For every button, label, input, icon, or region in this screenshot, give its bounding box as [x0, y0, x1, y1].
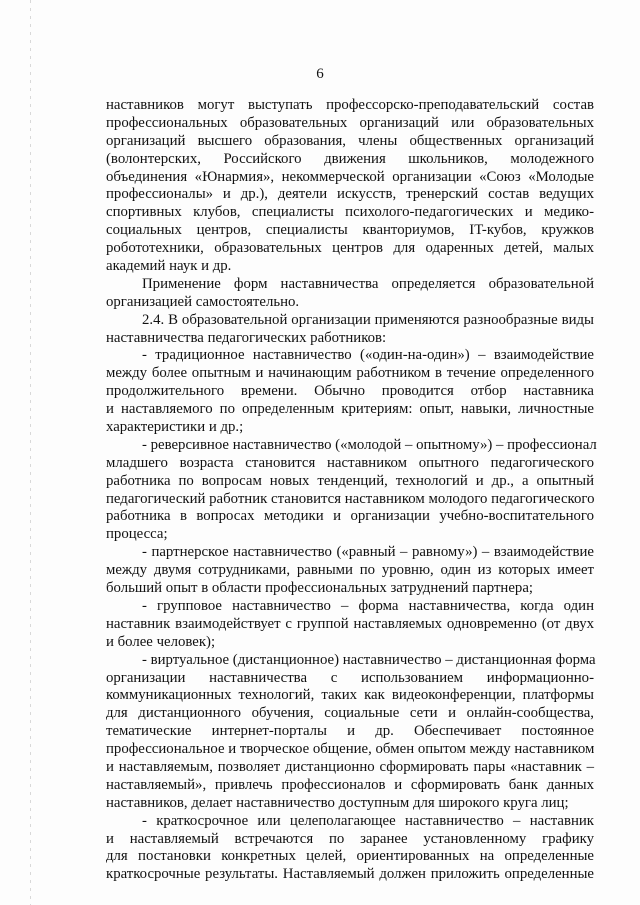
text-line: спортивных клубов, специалисты психолого-педагогических и медико- — [106, 204, 594, 221]
text-line: социальных центров, специалисты кванториумов, IT-кубов, кружков — [106, 222, 594, 239]
text-line: наставник взаимодействует с группой наставляемых одновременно (от двух — [106, 615, 594, 632]
text-line: наставляемый», привлечь профессионалов и сформировать банк данных — [106, 776, 594, 793]
text-line: Применение форм наставничества определяется образовательной — [142, 275, 594, 292]
text-line: - краткосрочное или целеполагающее наставничество – наставник — [142, 812, 594, 829]
text-line: краткосрочные результаты. Наставляемый должен приложить определенные — [106, 866, 594, 883]
text-line: между двумя сотрудниками, равными по уровню, один из которых имеет — [106, 562, 594, 579]
text-line: младшего возраста становится наставником опытного педагогического — [106, 454, 594, 471]
text-line: процесса; — [106, 526, 168, 543]
text-line: и наставляемого по определенным критериям: опыт, навыки, личностные — [106, 401, 594, 418]
body-text — [106, 97, 597, 884]
text-line: наставничества педагогических работников: — [106, 329, 387, 346]
text-line: больший опыт в области профессиональных затруднений партнера; — [106, 580, 533, 597]
text-line: профессионалы» и др.), деятели искусств, тренерский состав ведущих — [106, 186, 594, 203]
text-line: наставников, делает наставничество доступным для широкого круга лиц; — [106, 794, 569, 811]
text-line: работника по вопросам новых тенденций, технологий и др., а опытный — [106, 472, 594, 489]
text-line: - виртуальное (дистанционное) наставничество – дистанционная форма — [142, 651, 596, 668]
text-line: тематические интернет-порталы и др. Обеспечивает постоянное — [106, 723, 594, 740]
text-line: и более человек); — [106, 633, 216, 650]
text-line: продолжительного времени. Обычно проводится отбор наставника — [106, 383, 594, 400]
text-line: для дистанционного обучения, социальные сети и онлайн-сообщества, — [106, 705, 594, 722]
text-line: 2.4. В образовательной организации применяются разнообразные виды — [142, 311, 594, 328]
text-line: организаций высшего образования, члены общественных организаций — [106, 132, 594, 149]
text-line: коммуникационных технологий, таких как видеоконференции, платформы — [106, 687, 594, 704]
text-line: и наставляемый встречаются по заранее установленному графику — [106, 830, 594, 847]
text-line: профессиональных образовательных организаций или образовательных — [106, 114, 594, 131]
text-line: - партнерское наставничество («равный – равному») – взаимодействие — [142, 544, 594, 561]
page-number: 6 — [316, 66, 324, 82]
text-line: характеристики и др.; — [106, 419, 244, 436]
text-line: - групповое наставничество – форма наставничества, когда один — [142, 597, 594, 614]
text-line: организацией самостоятельно. — [106, 293, 300, 310]
text-line: организации наставничества с использованием информационно- — [106, 669, 594, 686]
text-line: и наставляемым, позволяет дистанционно сформировать пары «наставник – — [106, 758, 594, 775]
text-line: - реверсивное наставничество («молодой – опытному») – профессионал — [142, 436, 597, 453]
text-line: - традиционное наставничество («один-на-один») – взаимодействие — [142, 347, 594, 364]
text-line: (волонтерских, Российского движения школьников, молодежного — [106, 150, 594, 167]
text-line: объединения «Юнармия», некоммерческой организации «Союз «Молодые — [106, 168, 594, 185]
text-line: наставников могут выступать профессорско-преподавательский состав — [106, 97, 594, 113]
text-line: между более опытным и начинающим работником в течение определенного — [106, 365, 594, 382]
text-line: педагогический работник становится наставником молодого педагогического — [106, 490, 595, 507]
scan-binding-edge — [30, 0, 31, 905]
text-line: для постановки конкретных целей, ориентированных на определенные — [106, 848, 594, 865]
text-line: профессиональное и творческое общение, обмен опытом между наставником — [106, 741, 595, 758]
text-line: робототехники, образовательных центров для одаренных детей, малых — [106, 240, 594, 257]
text-line: работника в вопросах методики и организации учебно-воспитательного — [106, 508, 594, 525]
text-line: академий наук и др. — [106, 258, 232, 275]
